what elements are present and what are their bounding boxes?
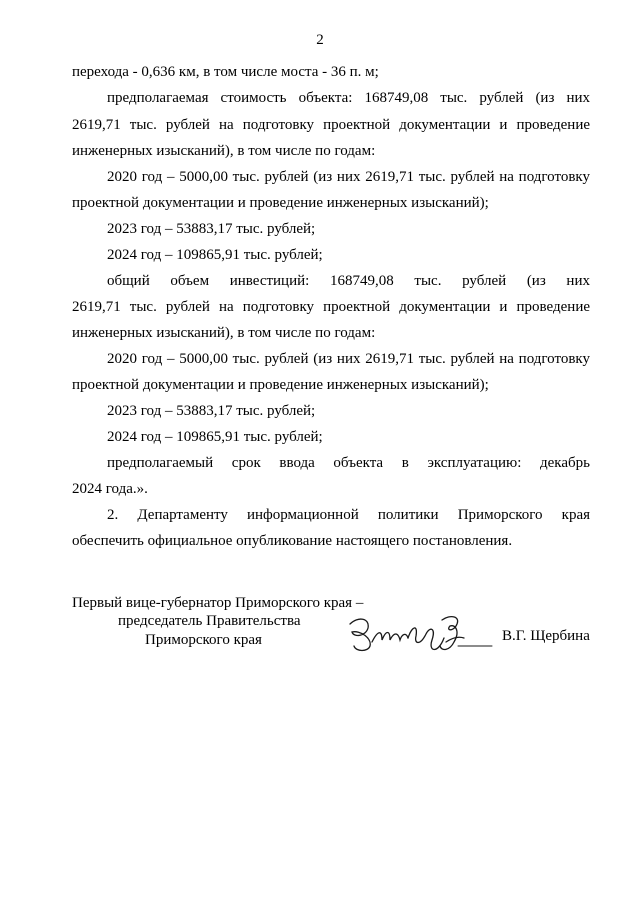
signatory-name: В.Г. Щербина (502, 628, 590, 644)
body-line: обеспечить официальное опубликование настоящего постановления. (72, 533, 513, 549)
body-line: 2024 год – 109865,91 тыс. рублей; (107, 247, 323, 263)
body-line: предполагаемый срок ввода объекта в эксплуатацию: декабрь (107, 455, 590, 471)
body-line: 2023 год – 53883,17 тыс. рублей; (107, 403, 316, 419)
body-line: проектной документации и проведение инженерных изысканий); (72, 195, 489, 211)
body-line: общий объем инвестиций: 168749,08 тыс. рублей (из них (107, 273, 590, 289)
signatory-title-line-3: Приморского края (145, 632, 262, 648)
body-line: предполагаемая стоимость объекта: 168749,08 тыс. рублей (из них (107, 90, 590, 106)
handwritten-signature (346, 608, 496, 660)
body-line: 2020 год – 5000,00 тыс. рублей (из них 2619,71 тыс. рублей на подготовку (107, 169, 590, 185)
body-line: проектной документации и проведение инженерных изысканий); (72, 377, 489, 393)
body-line: 2023 год – 53883,17 тыс. рублей; (107, 221, 316, 237)
body-line: 2024 года.». (72, 481, 148, 497)
page-number: 2 (316, 32, 324, 48)
body-line: перехода - 0,636 км, в том числе моста - 36 п. м; (72, 64, 379, 80)
body-line: инженерных изысканий), в том числе по годам: (72, 325, 376, 341)
signatory-title-line-2: председатель Правительства (118, 613, 301, 629)
body-line: 2. Департаменту информационной политики Приморского края (107, 507, 590, 523)
body-line: 2619,71 тыс. рублей на подготовку проектной документации и проведение (72, 299, 590, 315)
signatory-title-line-1: Первый вице-губернатор Приморского края – (72, 595, 364, 611)
body-line: 2024 год – 109865,91 тыс. рублей; (107, 429, 323, 445)
body-line: 2619,71 тыс. рублей на подготовку проектной документации и проведение (72, 117, 590, 133)
body-line: инженерных изысканий), в том числе по годам: (72, 143, 376, 159)
body-line: 2020 год – 5000,00 тыс. рублей (из них 2619,71 тыс. рублей на подготовку (107, 351, 590, 367)
